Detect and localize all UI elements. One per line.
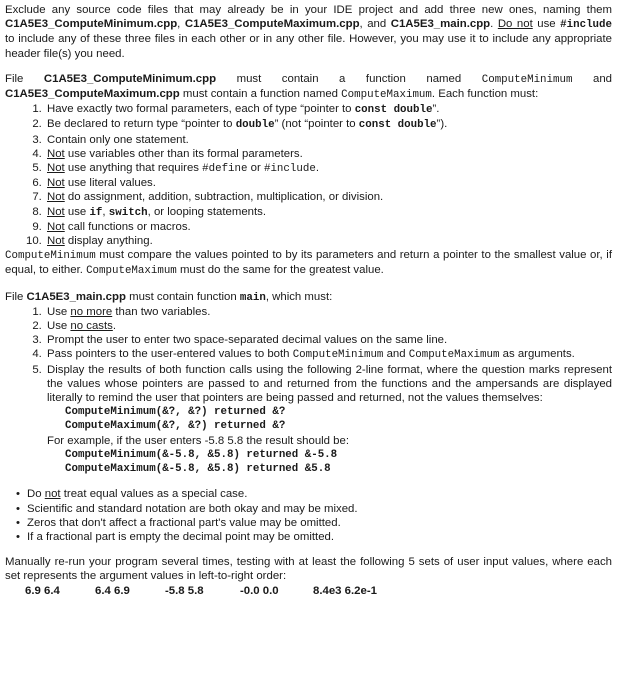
functions-summary: ComputeMinimum must compare the values pointed to by its parameters and return a pointer to the smallest value or, if equal, to either. ComputeMaximum must do the same for the greatest value.: [5, 249, 612, 278]
file-name-minimum: C1A5E3_ComputeMinimum.cpp: [43, 72, 217, 85]
function-name-minimum: ComputeMinimum: [481, 73, 573, 86]
list-item: 3. Prompt the user to enter two space-separated decimal values on the same line.: [45, 333, 612, 347]
section2-intro: File C1A5E3_main.cpp must contain function main, which must:: [5, 290, 333, 304]
test-value-set: 8.4e3 6.2e-1: [313, 584, 377, 597]
list-item: 1. Have exactly two formal parameters, each of type “pointer to const double”.: [45, 102, 612, 117]
file-name-maximum: C1A5E3_ComputeMaximum.cpp: [184, 18, 360, 31]
list-item: 2. Be declared to return type “pointer to double” (not “pointer to const double”).: [45, 117, 612, 132]
example-intro: For example, if the user enters -5.8 5.8 the result should be:: [47, 434, 350, 447]
list-item: • Do not treat equal values as a special case.: [18, 487, 612, 501]
list-item: 4. Not use variables other than its formal parameters.: [45, 147, 612, 161]
file-name-minimum: C1A5E3_ComputeMinimum.cpp: [5, 18, 178, 31]
main-requirements-list: [5, 305, 612, 405]
list-item: 10. Not display anything.: [45, 234, 612, 248]
list-item: 9. Not call functions or macros.: [45, 220, 612, 234]
list-item: 3. Contain only one statement.: [45, 133, 612, 147]
test-value-set: -5.8 5.8: [165, 584, 204, 597]
test-value-set: -0.0 0.0: [240, 584, 279, 597]
intro-paragraph: Exclude any source code files that may already be in your IDE project and add three new ones, naming them C1A5E3_ComputeMinimum.cpp, C1A5E3_ComputeMaximum.cpp, and C1A5E3_main.cpp. Do not use #include to include any of these three files in each other or in any other file. However, you may use it to include any appropriate header file(s) you need.: [5, 4, 612, 60]
format-line-minimum: ComputeMinimum(&?, &?) returned &?: [65, 406, 286, 419]
list-item: 5. Display the results of both function calls using the following 2-line format, where the question marks represent the values whose pointers are passed to and returned from the functions and the ampersands are displayed literally to remind the user that pointers are being passed and returned, not the values themselves:: [45, 363, 612, 406]
function-requirements-list: [5, 102, 612, 248]
include-keyword: #include: [560, 19, 612, 32]
file-name-maximum: C1A5E3_ComputeMaximum.cpp: [5, 88, 180, 101]
notes-list: [5, 487, 612, 544]
do-not-emphasis: Do not: [497, 18, 533, 31]
test-value-set: 6.9 6.4: [25, 584, 60, 597]
function-name-maximum: ComputeMaximum: [341, 89, 432, 102]
test-values-row: [5, 584, 612, 598]
file-name-main: C1A5E3_main.cpp: [390, 18, 491, 31]
list-item: 4. Pass pointers to the user-entered values to both ComputeMinimum and ComputeMaximum as arguments.: [45, 347, 612, 362]
file-name-main: C1A5E3_main.cpp: [26, 290, 126, 303]
example-line-minimum: ComputeMinimum(&-5.8, &5.8) returned &-5.8: [65, 448, 338, 461]
list-item: 1. Use no more than two variables.: [45, 305, 612, 319]
section1-intro: File C1A5E3_ComputeMinimum.cpp must contain a function named ComputeMinimum and C1A5E3_ComputeMaximum.cpp must contain a function named ComputeMaximum. Each function must:: [5, 72, 612, 102]
list-item: 6. Not use literal values.: [45, 176, 612, 190]
list-item: 8. Not use if, switch, or looping statements.: [45, 205, 612, 220]
list-item: 2. Use no casts.: [45, 319, 612, 333]
format-line-maximum: ComputeMaximum(&?, &?) returned &?: [65, 420, 286, 433]
test-value-set: 6.4 6.9: [95, 584, 130, 597]
list-item: • Scientific and standard notation are both okay and may be mixed.: [18, 502, 612, 516]
list-item: • If a fractional part is empty the decimal point may be omitted.: [18, 530, 612, 544]
example-line-maximum: ComputeMaximum(&-5.8, &5.8) returned &5.8: [65, 463, 331, 476]
function-name-main: main: [239, 291, 266, 304]
list-item: • Zeros that don't affect a fractional part's value may be omitted.: [18, 516, 612, 530]
list-item: 7. Not do assignment, addition, subtraction, multiplication, or division.: [45, 190, 612, 204]
testing-paragraph: Manually re-run your program several times, testing with at least the following 5 sets of user input values, where each set represents the argument values in left-to-right order:: [5, 556, 612, 583]
list-item: 5. Not use anything that requires #define or #include.: [45, 161, 612, 176]
